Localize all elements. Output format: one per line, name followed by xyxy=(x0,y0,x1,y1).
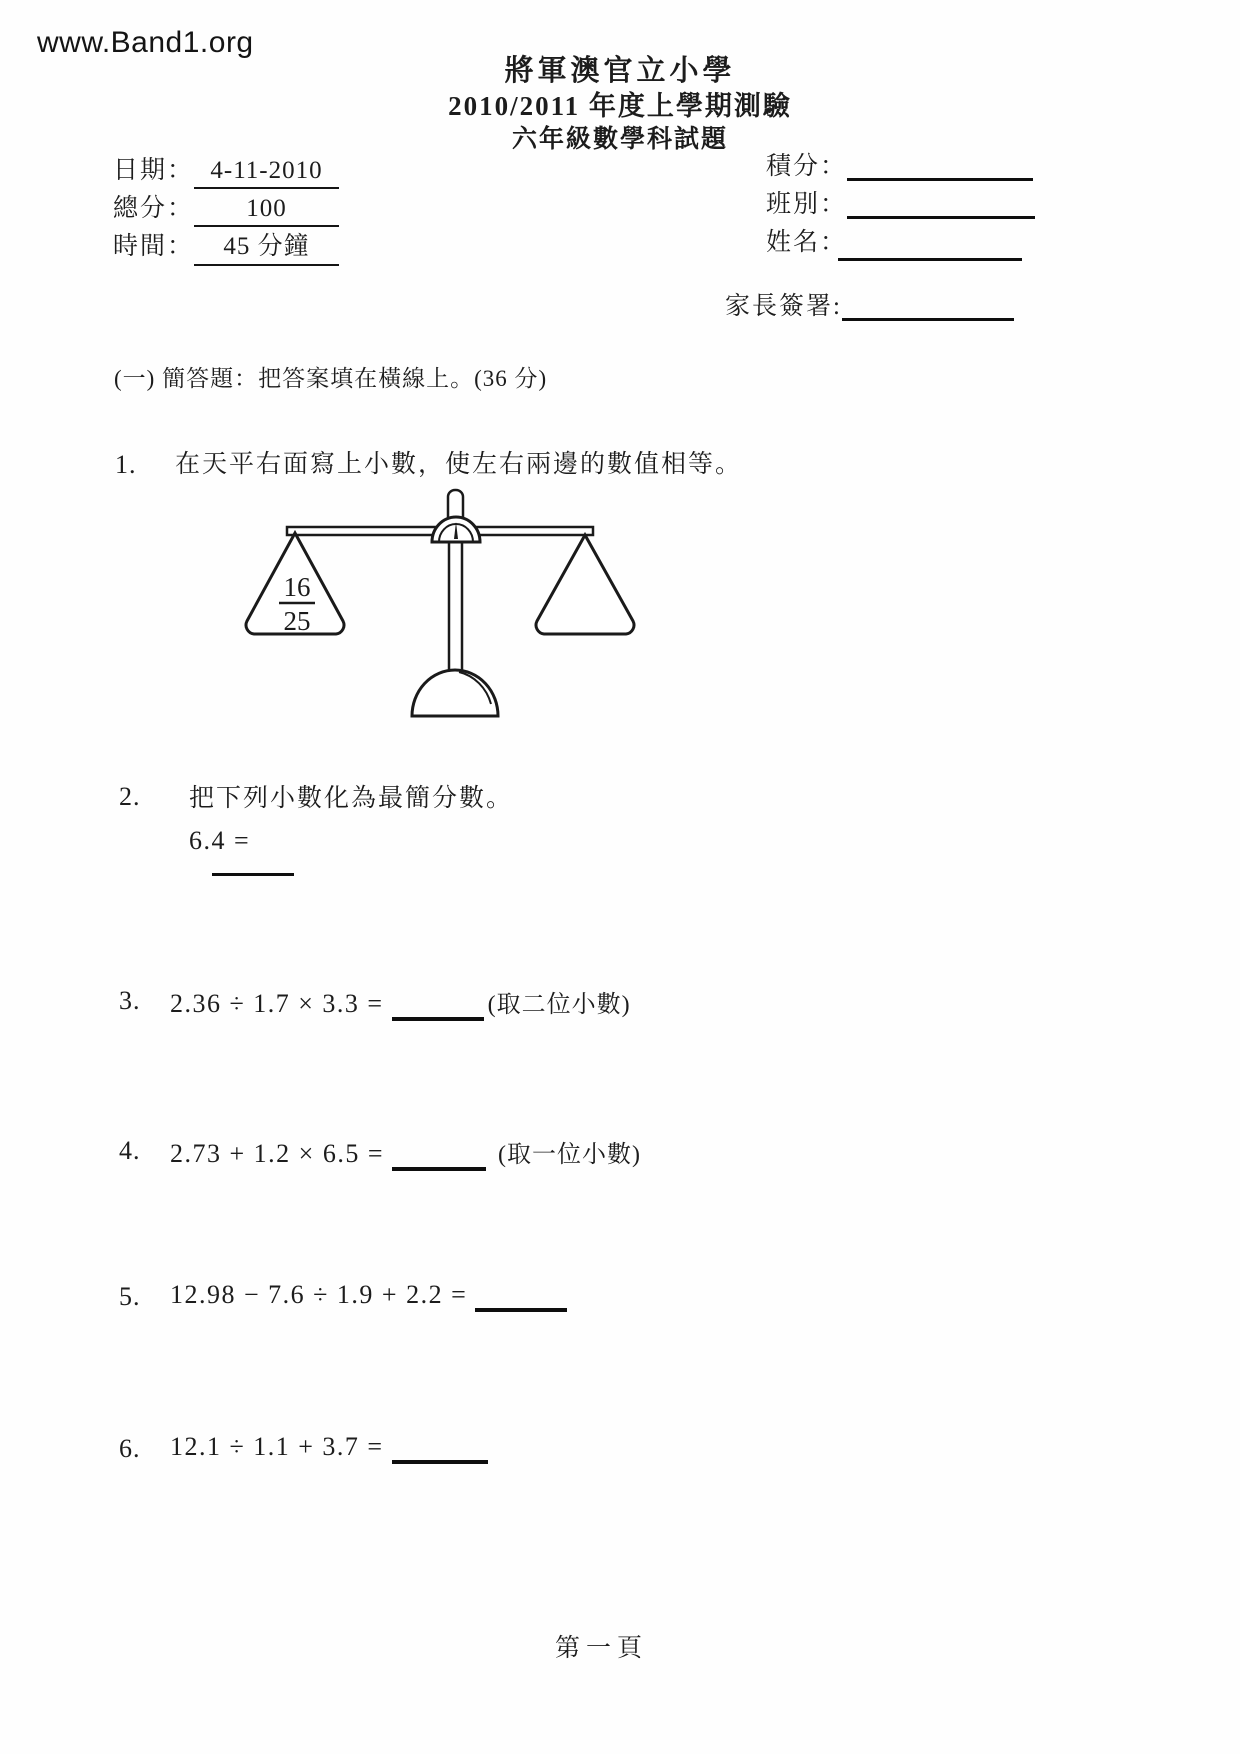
question-3-line xyxy=(170,984,631,1021)
question-3-number: 3. xyxy=(119,986,141,1015)
question-4-number: 4. xyxy=(119,1136,141,1165)
question-3-rounding-note: (取二位小數) xyxy=(487,992,631,1018)
question-1-text: 在天平右面寫上小數，使左右兩邊的數值相等。 xyxy=(175,451,743,478)
class-field-row xyxy=(766,184,1035,220)
question-2-text: 把下列小數化為最簡分數。 xyxy=(189,785,514,812)
score-field-row xyxy=(766,146,1033,182)
class-field-label: 班別： xyxy=(766,191,848,218)
section-heading: (一) 簡答題：把答案填在橫線上。(36 分) xyxy=(114,366,548,391)
date-row xyxy=(113,150,339,189)
question-4-answer-blank xyxy=(392,1165,486,1171)
parent-signature-blank xyxy=(842,316,1014,321)
page-number: 第一頁 xyxy=(555,1635,649,1662)
total-score-row xyxy=(113,188,339,227)
name-field-label: 姓名： xyxy=(766,229,848,256)
time-value: 45 分鐘 xyxy=(194,226,339,266)
parent-signature-label: 家長簽署: xyxy=(725,293,842,320)
time-label: 時間： xyxy=(113,233,195,260)
question-5-expression: 12.98 − 7.6 ÷ 1.9 + 2.2 = xyxy=(170,1280,468,1309)
school-title: 將軍澳官立小學 xyxy=(504,55,736,87)
question-5-number: 5. xyxy=(119,1282,141,1311)
question-1-number: 1. xyxy=(115,450,137,479)
question-2-number: 2. xyxy=(119,782,141,811)
question-6-number: 6. xyxy=(119,1434,141,1463)
question-3-expression: 2.36 ÷ 1.7 × 3.3 = xyxy=(170,989,384,1018)
date-label: 日期： xyxy=(113,157,195,184)
scale-base xyxy=(412,670,498,716)
question-4-rounding-note: (取一位小數) xyxy=(498,1142,641,1168)
name-field-row xyxy=(766,222,847,258)
question-6-answer-blank xyxy=(392,1458,488,1464)
question-5-line xyxy=(170,1280,571,1312)
question-4-expression: 2.73 + 1.2 × 6.5 = xyxy=(170,1139,384,1168)
balance-scale-figure xyxy=(228,482,668,732)
total-score-label: 總分： xyxy=(113,195,195,222)
left-pan-fraction-denominator: 25 xyxy=(283,606,311,636)
time-row xyxy=(113,226,339,266)
watermark-url: www.Band1.org xyxy=(37,26,254,59)
question-6-line xyxy=(170,1432,492,1464)
score-field-label: 積分： xyxy=(766,153,848,180)
question-5-answer-blank xyxy=(475,1306,567,1312)
name-field-blank xyxy=(838,258,1022,261)
total-score-value: 100 xyxy=(194,195,339,227)
parent-signature-row xyxy=(725,286,1014,322)
question-6-expression: 12.1 ÷ 1.1 + 3.7 = xyxy=(170,1432,384,1461)
exam-subject-title: 六年級數學科試題 xyxy=(511,126,728,153)
exam-term-title: 2010/2011 年度上學期測驗 xyxy=(448,91,792,121)
question-3-answer-blank xyxy=(392,1015,484,1021)
class-field-blank xyxy=(847,214,1035,219)
question-2-expression: 6.4 = xyxy=(189,826,251,855)
score-field-blank xyxy=(847,176,1033,181)
question-2-answer-blank xyxy=(212,873,294,876)
date-value: 4-11-2010 xyxy=(194,157,339,189)
right-pan xyxy=(536,535,634,634)
question-4-line xyxy=(170,1134,641,1171)
scale-post xyxy=(449,532,462,674)
left-pan-fraction-numerator: 16 xyxy=(283,572,311,602)
